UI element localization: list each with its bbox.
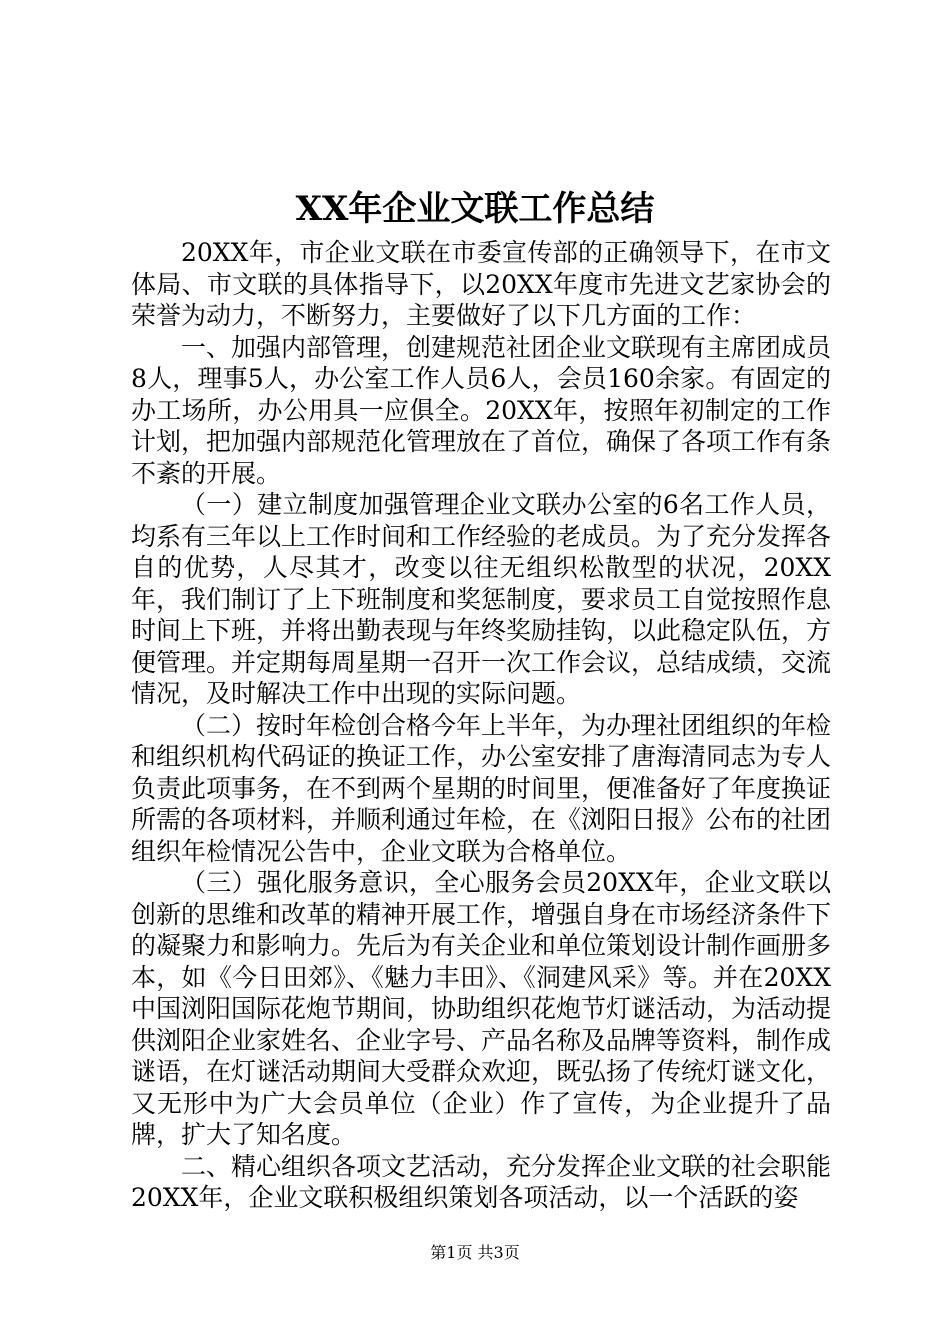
document-title: XX年企业文联工作总结 — [295, 189, 655, 229]
document-body — [131, 237, 831, 1214]
paragraph-intro: 20XX年，市企业文联在市委宣传部的正确领导下，在市文体局、市文联的具体指导下，以20XX年度市先进文艺家协会的荣誉为动力，不断努力，主要做好了以下几方面的工作： — [131, 238, 831, 330]
paragraph-section-1: 一、加强内部管理，创建规范社团企业文联现有主席团成员8人，理事5人，办公室工作人员6人，会员160余家。有固定的办工场所，办公用具一应俱全。20XX年，按照年初制定的工作计划，把加强内部规范化管理放在了首位，确保了各项工作有条不紊的开展。 — [131, 332, 832, 488]
paragraph-subsection-1: （一）建立制度加强管理企业文联办公室的6名工作人员，均系有三年以上工作时间和工作经验的老成员。为了充分发挥各自的优势，人尽其才，改变以往无组织松散型的状况，20XX年，我们制订了上下班制度和奖惩制度，要求员工自觉按照作息时间上下班，并将出勤表现与年终奖励挂钩，以此稳定队伍，方便管理。并定期每周星期一召开一次工作会议，总结成绩，交流情况，及时解决工作中出现的实际问题。 — [131, 490, 832, 708]
page-footer: 第1页 共3页 — [430, 1243, 520, 1262]
paragraph-subsection-2: （二）按时年检创合格今年上半年，为办理社团组织的年检和组织机构代码证的换证工作，办公室安排了唐海清同志为专人负责此项事务，在不到两个星期的时间里，便准备好了年度换证所需的各项材料，并顺利通过年检，在《浏阳日报》公布的社团组织年检情况公告中，企业文联为合格单位。 — [131, 710, 832, 866]
paragraph-subsection-3: （三）强化服务意识，全心服务会员20XX年，企业文联以创新的思维和改革的精神开展工作，增强自身在市场经济条件下的凝聚力和影响力。先后为有关企业和单位策划设计制作画册多本，如《今日田郊》、《魅力丰田》、《洞建风采》等。并在20XX中国浏阳国际花炮节期间，协助组织花炮节灯谜活动，为活动提供浏阳企业家姓名、企业字号、产品名称及品牌等资料，制作成谜语，在灯谜活动期间大受群众欢迎，既弘扬了传统灯谜文化，又无形中为广大会员单位（企业）作了宣传，为企业提升了品牌，扩大了知名度。 — [131, 868, 832, 1149]
paragraph-section-2: 二、精心组织各项文艺活动，充分发挥企业文联的社会职能20XX年，企业文联积极组织策划各项活动，以一个活跃的姿 — [131, 1151, 832, 1212]
